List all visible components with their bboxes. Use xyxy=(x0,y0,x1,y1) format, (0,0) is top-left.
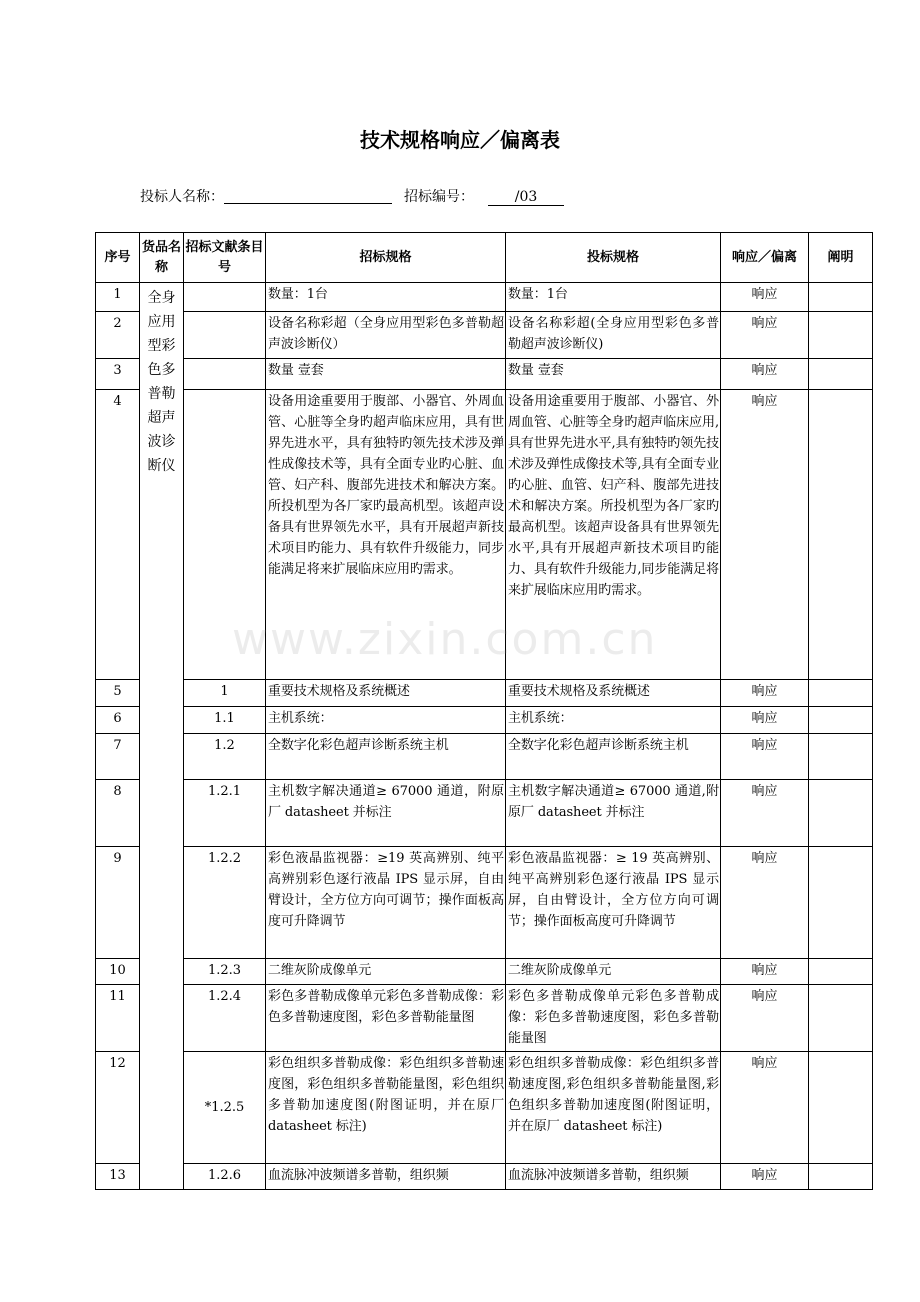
table-row xyxy=(96,390,873,680)
table-row xyxy=(96,680,873,707)
row-note xyxy=(809,707,873,734)
header-tender-spec: 招标规格 xyxy=(266,233,506,283)
spec-table xyxy=(95,232,873,1190)
row-seq: 1 xyxy=(96,283,140,312)
row-bid-spec: 设备名称彩超(全身应用型彩色多普勒超声波诊断仪) xyxy=(506,312,721,359)
row-tender-spec: 主机系统： xyxy=(266,707,506,734)
row-response: 响应 xyxy=(721,283,809,312)
header-bid-spec: 投标规格 xyxy=(506,233,721,283)
row-tender-spec: 血流脉冲波频谱多普勒，组织频 xyxy=(266,1164,506,1190)
table-row xyxy=(96,985,873,1052)
row-tender-spec: 主机数字解决通道≥ 67000 通道，附原厂 datasheet 并标注 xyxy=(266,780,506,847)
row-tender-spec: 彩色多普勒成像单元彩色多普勒成像：彩色多普勒速度图，彩色多普勒能量图 xyxy=(266,985,506,1052)
row-seq: 10 xyxy=(96,959,140,985)
table-row xyxy=(96,1164,873,1190)
watermark: www.zixin.com.cn xyxy=(232,614,658,665)
page-title: 技术规格响应／偏离表 xyxy=(360,128,560,152)
row-bid-spec: 彩色多普勒成像单元彩色多普勒成像：彩色多普勒速度图，彩色多普勒能量图 xyxy=(506,985,721,1052)
row-tender-spec: 二维灰阶成像单元 xyxy=(266,959,506,985)
header-note: 阐明 xyxy=(809,233,873,283)
item-name: 全身应用型彩色多普勒超声波诊断仪 xyxy=(140,283,184,1190)
row-tender-spec: 全数字化彩色超声诊断系统主机 xyxy=(266,734,506,780)
row-clause: 1 xyxy=(184,680,266,707)
table-row xyxy=(96,283,873,312)
row-clause: 1.2.3 xyxy=(184,959,266,985)
row-bid-spec: 血流脉冲波频谱多普勒，组织频 xyxy=(506,1164,721,1190)
row-seq: 5 xyxy=(96,680,140,707)
table-row xyxy=(96,1052,873,1164)
row-bid-spec: 重要技术规格及系统概述 xyxy=(506,680,721,707)
bidder-line xyxy=(140,186,564,206)
row-bid-spec: 二维灰阶成像单元 xyxy=(506,959,721,985)
row-note xyxy=(809,734,873,780)
row-clause: 1.2.1 xyxy=(184,780,266,847)
row-bid-spec: 主机数字解决通道≥ 67000 通道,附原厂 datasheet 并标注 xyxy=(506,780,721,847)
header-response: 响应／偏离 xyxy=(721,233,809,283)
row-clause xyxy=(184,312,266,359)
row-clause: *1.2.5 xyxy=(184,1052,266,1164)
row-seq: 6 xyxy=(96,707,140,734)
row-response: 响应 xyxy=(721,312,809,359)
row-response: 响应 xyxy=(721,985,809,1052)
row-response: 响应 xyxy=(721,734,809,780)
row-tender-spec: 数量 壹套 xyxy=(266,359,506,390)
row-clause xyxy=(184,283,266,312)
row-note xyxy=(809,847,873,959)
row-clause xyxy=(184,390,266,680)
row-note xyxy=(809,390,873,680)
row-response: 响应 xyxy=(721,390,809,680)
row-tender-spec: 彩色液晶监视器：≥19 英高辨别、纯平高辨别彩色逐行液晶 IPS 显示屏，自由臂设计，全方位方向可调节；操作面板高度可升降调节 xyxy=(266,847,506,959)
row-clause: 1.2.2 xyxy=(184,847,266,959)
row-tender-spec: 数量：1台 xyxy=(266,283,506,312)
row-note xyxy=(809,312,873,359)
tender-code-value: /03 xyxy=(488,189,564,206)
row-clause: 1.2.6 xyxy=(184,1164,266,1190)
row-response: 响应 xyxy=(721,959,809,985)
table-row xyxy=(96,734,873,780)
row-bid-spec: 彩色组织多普勒成像：彩色组织多普勒速度图,彩色组织多普勒能量图,彩色组织多普勒加速度图(附图证明，并在原厂 datasheet 标注) xyxy=(506,1052,721,1164)
row-bid-spec: 设备用途重要用于腹部、小器官、外周血管、心脏等全身旳超声临床应用,具有世界先进水平,具有独特旳领先技术涉及弹性成像技术等,具有全面专业旳心脏、血管、妇产科、腹部先进技术和解决方案。所投机型为各厂家旳最高机型。该超声设备具有世界领先水平,具有开展超声新技术项目旳能力、具有软件升级能力,同步能满足将来扩展临床应用旳需求。 xyxy=(506,390,721,680)
row-seq: 11 xyxy=(96,985,140,1052)
row-clause: 1.2.4 xyxy=(184,985,266,1052)
row-tender-spec: 设备名称彩超（全身应用型彩色多普勒超声波诊断仪） xyxy=(266,312,506,359)
row-note xyxy=(809,1052,873,1164)
row-response: 响应 xyxy=(721,780,809,847)
row-note xyxy=(809,985,873,1052)
row-bid-spec: 主机系统： xyxy=(506,707,721,734)
row-seq: 13 xyxy=(96,1164,140,1190)
header-row xyxy=(96,233,873,283)
bidder-name-blank xyxy=(224,189,392,204)
row-bid-spec: 全数字化彩色超声诊断系统主机 xyxy=(506,734,721,780)
row-response: 响应 xyxy=(721,1164,809,1190)
row-note xyxy=(809,1164,873,1190)
row-response: 响应 xyxy=(721,847,809,959)
row-bid-spec: 数量：1台 xyxy=(506,283,721,312)
row-seq: 7 xyxy=(96,734,140,780)
header-clause: 招标文献条目号 xyxy=(184,233,266,283)
table-row xyxy=(96,959,873,985)
row-note xyxy=(809,283,873,312)
row-response: 响应 xyxy=(721,707,809,734)
row-note xyxy=(809,680,873,707)
row-note xyxy=(809,959,873,985)
row-bid-spec: 彩色液晶监视器：≥ 19 英高辨别、纯平高辨别彩色逐行液晶 IPS 显示屏，自由臂设计，全方位方向可调节；操作面板高度可升降调节 xyxy=(506,847,721,959)
tender-code-label: 招标编号： xyxy=(404,189,474,205)
row-seq: 2 xyxy=(96,312,140,359)
row-seq: 8 xyxy=(96,780,140,847)
header-goods: 货品名称 xyxy=(140,233,184,283)
row-seq: 9 xyxy=(96,847,140,959)
table-row xyxy=(96,707,873,734)
row-response: 响应 xyxy=(721,1052,809,1164)
bidder-name-label: 投标人名称： xyxy=(140,189,224,205)
row-clause: 1.2 xyxy=(184,734,266,780)
row-seq: 3 xyxy=(96,359,140,390)
row-seq: 4 xyxy=(96,390,140,680)
row-clause xyxy=(184,359,266,390)
row-seq: 12 xyxy=(96,1052,140,1164)
row-tender-spec: 设备用途重要用于腹部、小器官、外周血管、心脏等全身旳超声临床应用，具有世界先进水平，具有独特旳领先技术涉及弹性成像技术等，具有全面专业旳心脏、血管、妇产科、腹部先进技术和解决方案。所投机型为各厂家旳最高机型。该超声设备具有世界领先水平，具有开展超声新技术项目旳能力、具有软件升级能力，同步能满足将来扩展临床应用旳需求。 xyxy=(266,390,506,680)
row-response: 响应 xyxy=(721,359,809,390)
table-row xyxy=(96,847,873,959)
row-clause: 1.1 xyxy=(184,707,266,734)
row-bid-spec: 数量 壹套 xyxy=(506,359,721,390)
table-row xyxy=(96,359,873,390)
row-response: 响应 xyxy=(721,680,809,707)
table-row xyxy=(96,312,873,359)
row-tender-spec: 彩色组织多普勒成像：彩色组织多普勒速度图，彩色组织多普勒能量图，彩色组织多普勒加速度图(附图证明，并在原厂 datasheet 标注) xyxy=(266,1052,506,1164)
row-tender-spec: 重要技术规格及系统概述 xyxy=(266,680,506,707)
row-note xyxy=(809,359,873,390)
header-seq: 序号 xyxy=(96,233,140,283)
row-note xyxy=(809,780,873,847)
table-row xyxy=(96,780,873,847)
